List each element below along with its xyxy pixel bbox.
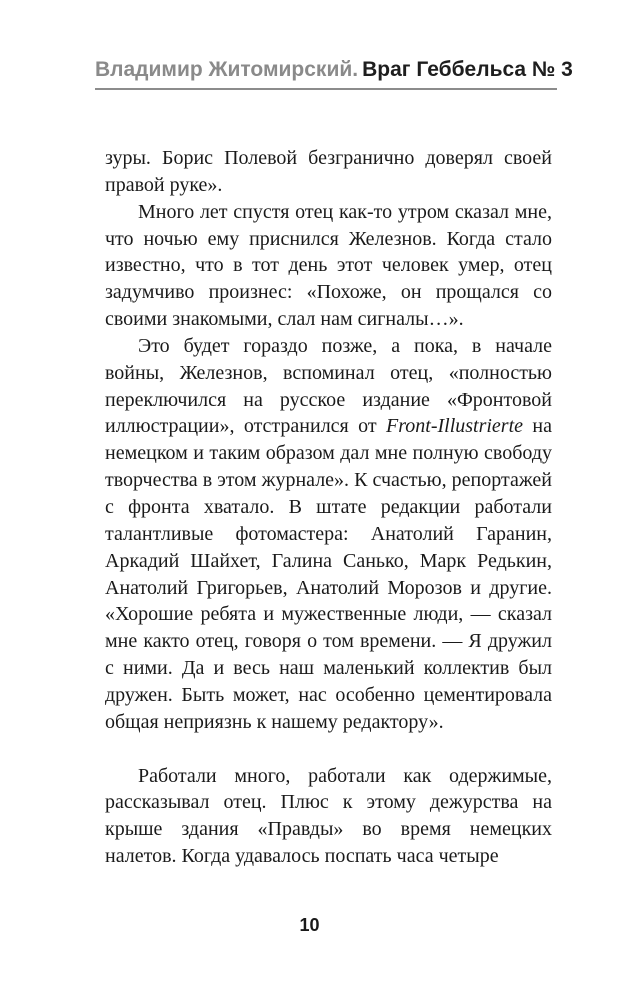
paragraph-3-part-b: на немецком и таким образом дал мне полную свободу творчества в этом журнале». К счастью, репортажей с фронта хватало. В штате редакции работали талантливые фотомастера: Анатолий Гаранин, Аркадий Шайхет, Галина Санько, Марк Редькин, Анатолий Григорьев, Анатолий Морозов и другие. «Хорошие ребята и мужественные люди, — сказал мне както отец, говоря о том времени. — Я дружил с ними. Да и весь наш маленький коллектив был дружен. Быть может, нас особенно цементировала общая неприязнь к нашему редактору». bbox=[105, 415, 552, 733]
page-number: 10 bbox=[299, 915, 320, 935]
running-head-line bbox=[95, 58, 573, 82]
italic-title: Front-Illustrierte bbox=[386, 415, 524, 438]
paragraph-1: зуры. Борис Полевой безгранично доверял своей правой руке». bbox=[105, 147, 552, 196]
paragraph-4: Работали много, работали как одержимые, рассказывал отец. Плюс к этому дежурства на крыше здания «Правды» во время немецких налетов. Когда удавалось поспать часа четыре bbox=[105, 764, 552, 868]
book-title: Враг Геббельса № 3 bbox=[362, 58, 573, 81]
paragraph-3-part-a: Это будет гораздо позже, а пока, в начале войны, Железнов, вспоминал отец, «полностью переключился на русское издание «Фронтовой иллюстрации», отстранился от bbox=[105, 334, 552, 438]
page-body bbox=[105, 145, 552, 870]
paragraph-2: Много лет спустя отец как-то утром сказал мне, что ночью ему приснился Железнов. Когда стало известно, что в тот день этот человек умер, отец задумчиво произнес: «Похоже, он прощался со своими знакомыми, слал нам сигналы…». bbox=[105, 200, 552, 331]
author-name: Владимир Житомирский. bbox=[95, 58, 359, 81]
paragraph-3 bbox=[105, 333, 552, 736]
running-head bbox=[95, 48, 573, 90]
